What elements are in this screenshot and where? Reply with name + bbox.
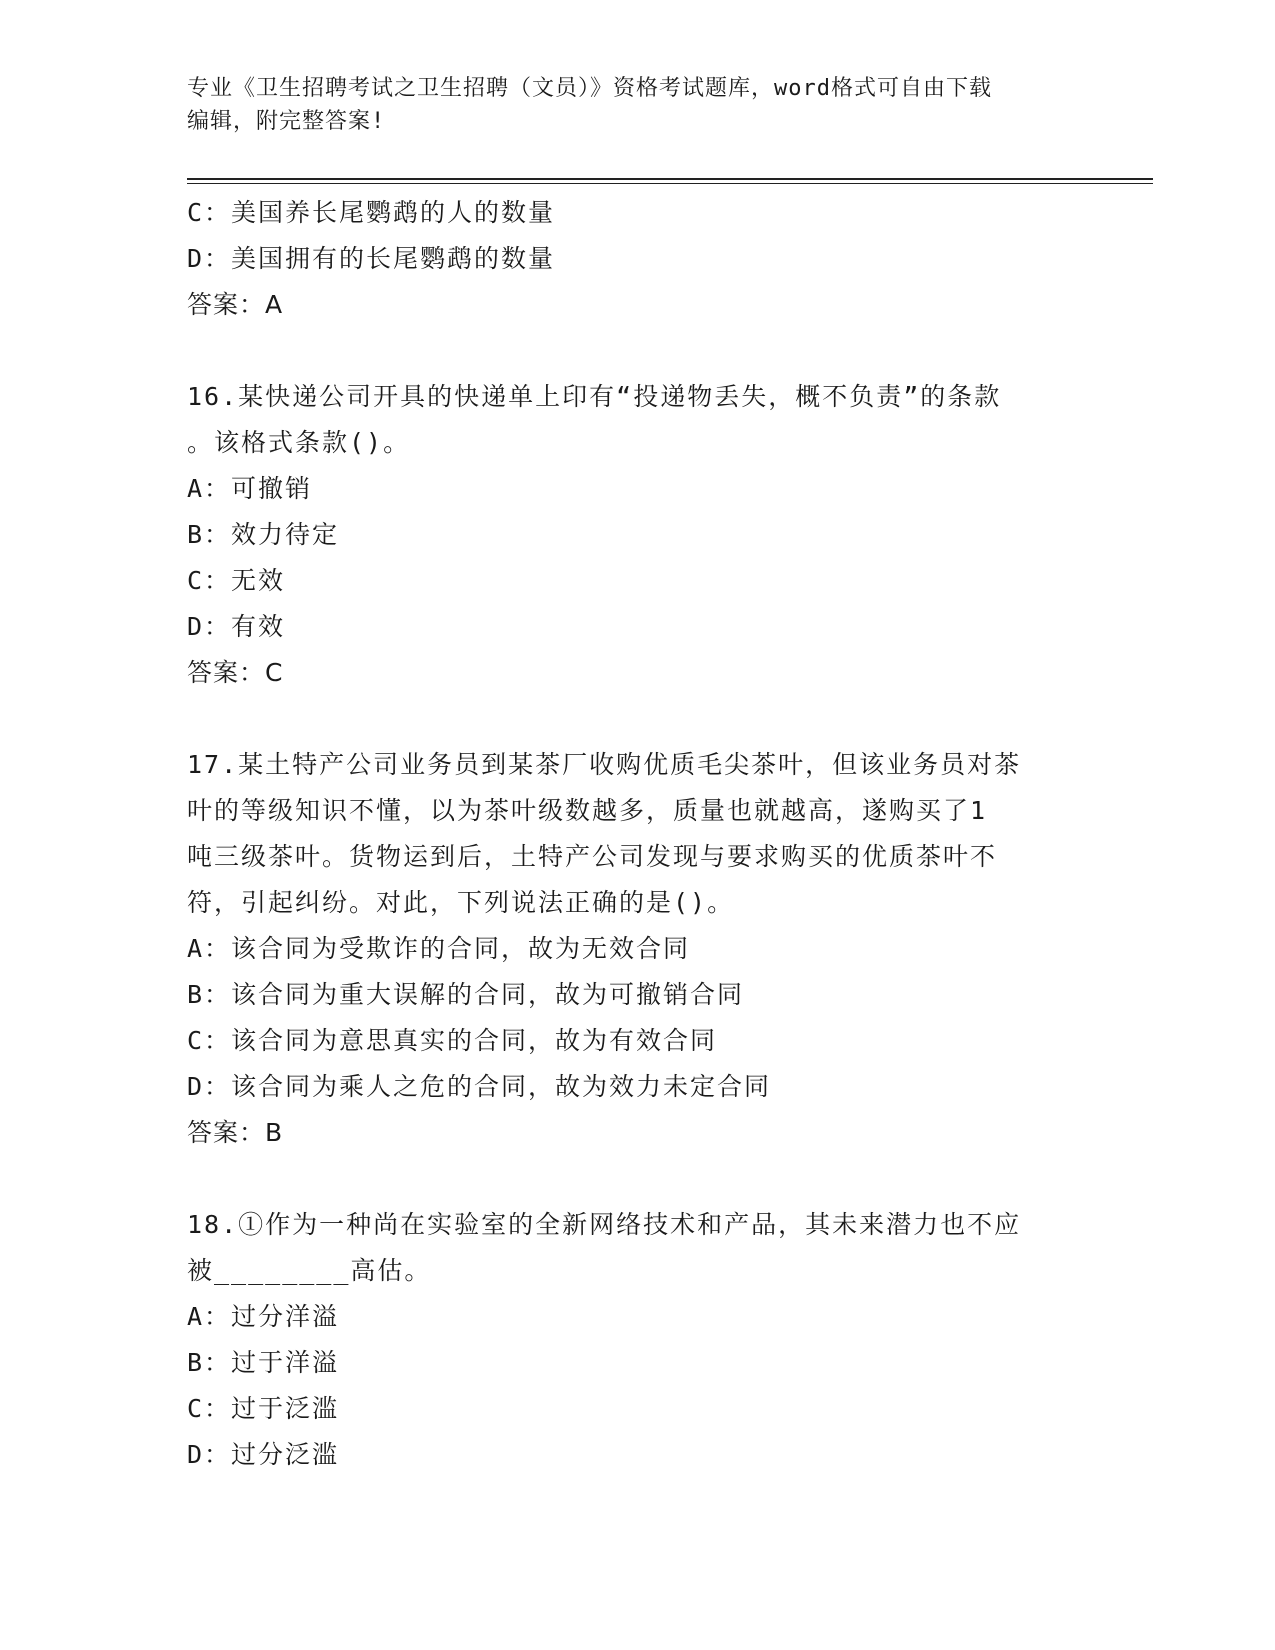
q18-stem-line: 18.①作为一种尚在实验室的全新网络技术和产品，其未来潜力也不应 xyxy=(187,1210,1022,1239)
q16-stem xyxy=(187,374,1087,466)
q18-option-b: B：过于洋溢 xyxy=(187,1348,340,1377)
q16-option-c: C：无效 xyxy=(187,566,286,595)
q18-option-d: D：过分泛滥 xyxy=(187,1440,340,1469)
header-line-2: 编辑，附完整答案! xyxy=(187,109,386,134)
question-15-tail xyxy=(187,190,1087,328)
q17-stem-line: 17.某土特产公司业务员到某茶厂收购优质毛尖茶叶，但该业务员对茶 xyxy=(187,750,1022,779)
q16-option-d: D：有效 xyxy=(187,612,286,641)
question-18 xyxy=(187,1202,1087,1478)
spacer xyxy=(187,328,1087,374)
header-line-1: 专业《卫生招聘考试之卫生招聘（文员）》资格考试题库，word格式可自由下载 xyxy=(187,76,992,101)
q18-option-c: C：过于泛滥 xyxy=(187,1394,340,1423)
document-header xyxy=(187,72,1087,138)
q18-option-a: A：过分洋溢 xyxy=(187,1302,340,1331)
q17-stem-line: 符，引起纠纷。对此，下列说法正确的是()。 xyxy=(187,888,735,917)
q17-option-a: A：该合同为受欺诈的合同，故为无效合同 xyxy=(187,934,691,963)
q17-option-c: C：该合同为意思真实的合同，故为有效合同 xyxy=(187,1026,718,1055)
q17-option-b: B：该合同为重大误解的合同，故为可撤销合同 xyxy=(187,980,745,1009)
q16-answer: 答案：C xyxy=(187,658,284,687)
q15-option-d: D：美国拥有的长尾鹦鹉的数量 xyxy=(187,244,556,273)
q18-stem-line: 被________高估。 xyxy=(187,1256,432,1285)
q16-option-a: A：可撤销 xyxy=(187,474,313,503)
q17-stem-line: 叶的等级知识不懂，以为茶叶级数越多，质量也就越高，遂购买了1 xyxy=(187,796,988,825)
q18-stem xyxy=(187,1202,1087,1294)
question-17 xyxy=(187,742,1087,1156)
header-divider-thin xyxy=(187,183,1153,184)
spacer xyxy=(187,1156,1087,1202)
q17-stem xyxy=(187,742,1087,926)
spacer xyxy=(187,696,1087,742)
q17-stem-line: 吨三级茶叶。货物运到后，土特产公司发现与要求购买的优质茶叶不 xyxy=(187,842,998,871)
q17-option-d: D：该合同为乘人之危的合同，故为效力未定合同 xyxy=(187,1072,772,1101)
q16-stem-line: 。该格式条款()。 xyxy=(187,428,411,457)
q16-stem-line: 16.某快递公司开具的快递单上印有“投递物丢失，概不负责”的条款 xyxy=(187,382,1002,411)
question-16 xyxy=(187,374,1087,696)
q17-answer: 答案：B xyxy=(187,1118,284,1147)
q16-option-b: B：效力待定 xyxy=(187,520,340,549)
q15-answer: 答案：A xyxy=(187,290,284,319)
question-list xyxy=(187,190,1087,1478)
q15-option-c: C：美国养长尾鹦鹉的人的数量 xyxy=(187,198,556,227)
header-divider-thick xyxy=(187,178,1153,180)
